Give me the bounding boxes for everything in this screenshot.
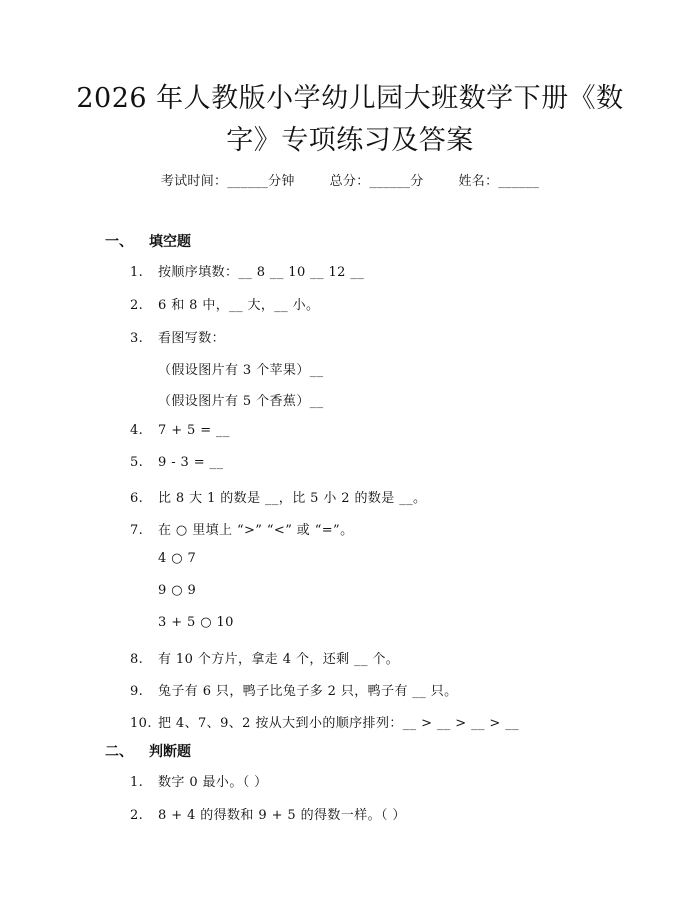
question-subitem: （假设图片有 5 个香蕉）__ [158,394,324,409]
question-text: 看图写数： [158,331,226,346]
question-text: 9 - 3 = __ [158,455,224,470]
question-subitem: 9 ○ 9 [158,583,197,598]
exam-score: 总分：______分 [329,174,424,189]
question-item [130,804,406,823]
question-text: 7 + 5 = __ [158,423,230,438]
section-heading-true-false [105,741,191,761]
question-text: 兔子有 6 只，鸭子比兔子多 2 只，鸭子有 __ 只。 [158,684,458,699]
question-number: 3. [130,331,144,346]
question-item [130,771,268,790]
question-number: 5. [130,455,144,470]
question-number: 6. [130,491,144,506]
exam-time: 考试时间：______分钟 [160,174,295,189]
question-text: 有 10 个方片，拿走 4 个，还剩 __ 个。 [158,652,400,667]
question-subitem: （假设图片有 3 个苹果）__ [158,363,324,378]
question-text: 数字 0 最小。（ ） [158,775,268,790]
exam-meta [0,170,700,189]
question-number: 4. [130,423,144,438]
question-text: 把 4、7、9、2 按从大到小的顺序排列：__ > __ > __ > __ [158,716,520,731]
question-item [130,680,458,699]
question-number: 10. [130,716,152,731]
question-item [130,261,364,280]
question-subitem: 4 ○ 7 [158,551,197,566]
question-text: 在 ○ 里填上 “>” “<” 或 “=”。 [158,523,354,538]
question-item [130,712,519,731]
question-number: 1. [130,775,144,790]
question-text: 6 和 8 中，__ 大，__ 小。 [158,298,320,313]
question-text: 8 + 4 的得数和 9 + 5 的得数一样。（ ） [158,808,406,823]
question-number: 2. [130,808,144,823]
question-item [130,487,426,506]
section-title: 填空题 [149,234,191,250]
question-number: 2. [130,298,144,313]
question-number: 9. [130,684,144,699]
document-title-line-1: 2026 年人教版小学幼儿园大班数学下册《数 [76,83,624,114]
section-heading-fill-blank [105,231,191,251]
student-name: 姓名：______ [458,174,540,189]
question-text: 按顺序填数：__ 8 __ 10 __ 12 __ [158,265,365,280]
question-item [130,294,319,313]
question-text: 比 8 大 1 的数是 __，比 5 小 2 的数是 __。 [158,491,427,506]
question-number: 1. [130,265,144,280]
question-number: 7. [130,523,144,538]
question-item [130,455,223,470]
document-title-line-2: 字》专项练习及答案 [226,125,474,156]
section-title: 判断题 [149,744,191,760]
question-item [130,648,399,667]
section-number: 一、 [105,234,133,250]
question-item [130,423,230,438]
section-number: 二、 [105,744,133,760]
question-item [130,327,225,346]
question-number: 8. [130,652,144,667]
question-item [130,519,354,538]
question-subitem: 3 + 5 ○ 10 [158,615,234,630]
